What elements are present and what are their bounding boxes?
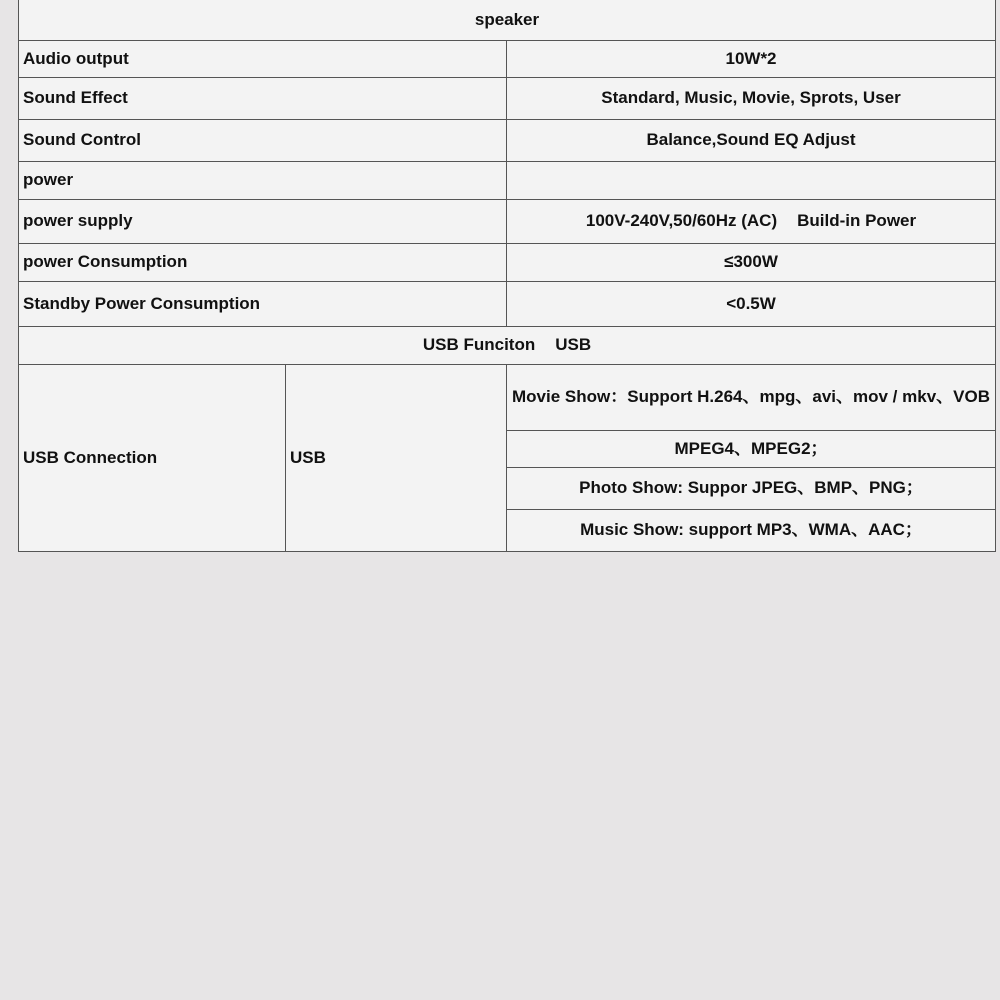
standby-power-label: Standby Power Consumption [19,281,507,326]
power-supply-value-cell [507,199,996,243]
spec-table [18,0,996,552]
audio-output-value: 10W*2 [507,40,996,77]
usb-section-title: USB Funciton [422,335,536,354]
table-row-standby-power [19,281,996,326]
usb-type-label: USB [286,364,507,551]
power-consumption-label: power Consumption [19,243,507,281]
table-row-power-consumption [19,243,996,281]
usb-movie-show: Movie Show：Support H.264、mpg、avi、mov / mkv、VOB [507,364,996,430]
speaker-section-row [19,0,996,40]
power-label: power [19,161,507,199]
speaker-section-header [19,0,996,40]
audio-output-label: Audio output [19,40,507,77]
sound-control-label: Sound Control [19,119,507,161]
standby-power-value: <0.5W [507,281,996,326]
usb-connection-label: USB Connection [19,364,286,551]
usb-row-movie [19,364,996,430]
usb-mpeg-support: MPEG4、MPEG2； [507,430,996,467]
usb-music-show: Music Show: support MP3、WMA、AAC； [507,509,996,551]
usb-section-subtitle: USB [555,335,592,354]
table-row-sound-control [19,119,996,161]
power-supply-type: Build-in Power [797,211,917,230]
sound-effect-value: Standard, Music, Movie, Sprots, User [507,77,996,119]
power-supply-voltage: 100V-240V,50/60Hz (AC) [585,211,778,230]
speaker-section-title: speaker [474,9,540,29]
power-value [507,161,996,199]
power-consumption-value: ≤300W [507,243,996,281]
usb-photo-show: Photo Show: Suppor JPEG、BMP、PNG； [507,467,996,509]
table-row-power-supply [19,199,996,243]
table-row-sound-effect [19,77,996,119]
sound-effect-label: Sound Effect [19,77,507,119]
usb-section-row [19,326,996,364]
usb-section-header [19,326,996,364]
sound-control-value: Balance,Sound EQ Adjust [507,119,996,161]
table-row-audio-output [19,40,996,77]
power-supply-label: power supply [19,199,507,243]
table-row-power [19,161,996,199]
